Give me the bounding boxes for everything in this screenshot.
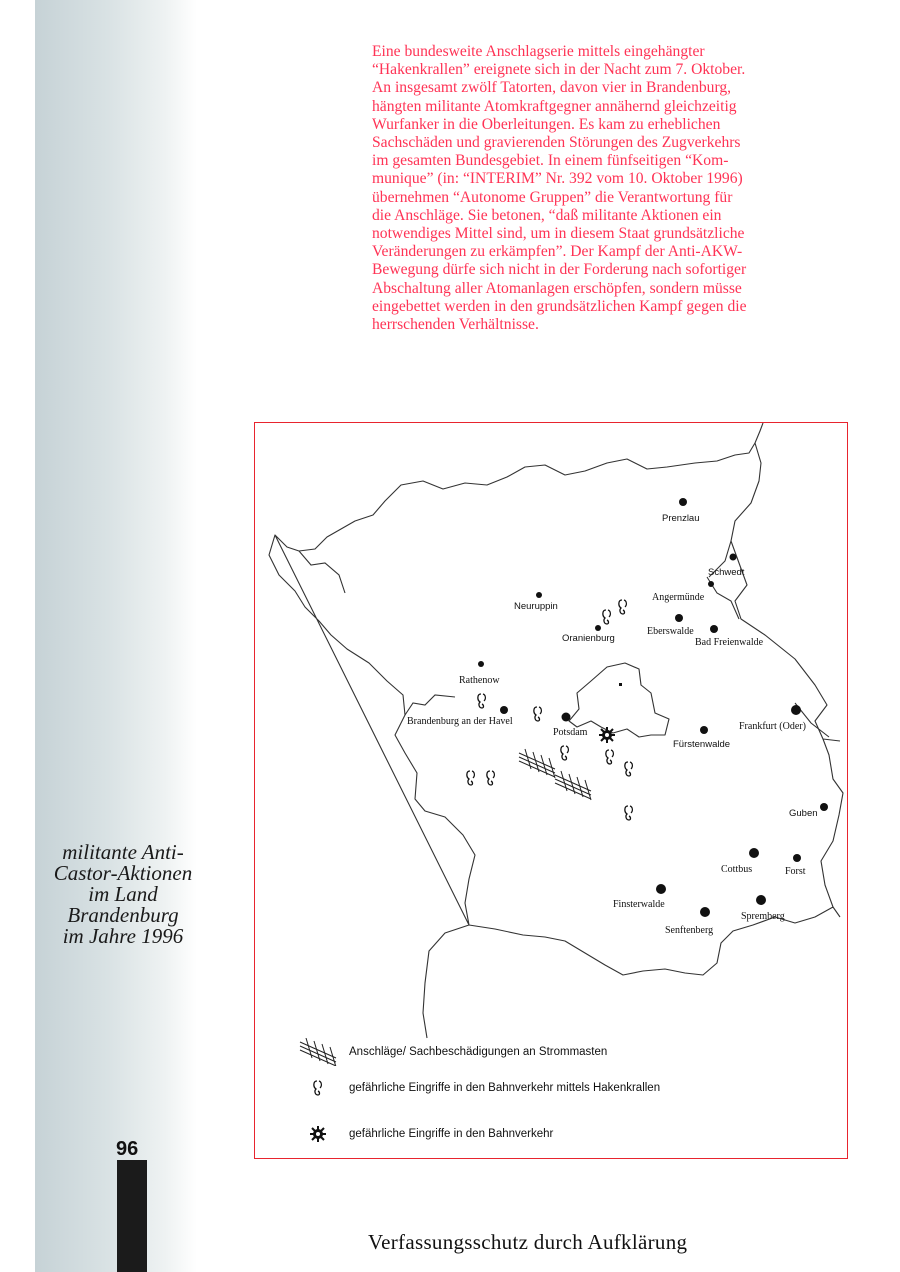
city-dot-schwedt xyxy=(730,554,737,561)
margin-note-line: militante Anti- xyxy=(62,840,184,864)
legend-label: gefährliche Eingriffe in den Bahnverkehr xyxy=(349,1128,554,1140)
hook-claw-icon xyxy=(606,750,614,764)
city-label-cottbus: Cottbus xyxy=(721,864,753,875)
city-label-prenzlau: Prenzlau xyxy=(662,513,700,524)
page-footer: Verfassungsschutz durch Aufklärung xyxy=(368,1230,688,1254)
city-label-frankfurt: Frankfurt (Oder) xyxy=(739,721,806,732)
hook-claw-icon xyxy=(625,762,633,776)
legend-label: gefährliche Eingriffe in den Bahnverkehr mittels Hakenkrallen xyxy=(349,1082,661,1094)
hook-claw-icon xyxy=(561,746,569,760)
city-dot-brandenburg xyxy=(500,706,508,714)
city-dot-fuerstenwalde xyxy=(700,726,708,734)
paragraph-line: die Anschläge. Sie betonen, “daß militante Aktionen ein xyxy=(372,206,722,224)
city-label-bad-freienwalde: Bad Freienwalde xyxy=(695,637,764,648)
hook-claw-icon xyxy=(619,600,627,614)
hook-claw-icon xyxy=(478,694,486,708)
city-label-spremberg: Spremberg xyxy=(741,911,785,922)
hook-claw-icon xyxy=(625,806,633,820)
city-label-guben: Guben xyxy=(789,808,818,819)
margin-note-line: Brandenburg xyxy=(67,903,179,927)
hook-claw-icon xyxy=(467,771,475,785)
city-dot-cottbus xyxy=(749,848,759,858)
city-label-potsdam: Potsdam xyxy=(553,727,588,738)
paragraph-line: An insgesamt zwölf Tatorten, davon vier in Brandenburg, xyxy=(372,79,732,97)
power-mast-damage-icon xyxy=(555,771,591,800)
paragraph-line: notwendiges Mittel sind, um in diesem Staat grundsätzliche xyxy=(372,225,745,243)
power-mast-damage-icon xyxy=(295,1037,341,1067)
body-paragraph xyxy=(372,43,847,334)
margin-note-line: im Jahre 1996 xyxy=(62,924,184,948)
power-mast-damage-icon xyxy=(519,749,555,778)
city-label-oranienburg: Oranienburg xyxy=(562,633,615,644)
hook-claw-icon xyxy=(295,1073,341,1103)
paragraph-line: Eine bundesweite Anschlagserie mittels eingehängter xyxy=(372,43,705,60)
paragraph-line: übernehmen “Autonome Gruppen” die Verantwortung für xyxy=(372,188,733,206)
paragraph-line: Abschaltung aller Atomanlagen erschöpfen, sondern müsse xyxy=(372,279,742,297)
city-label-angermuende: Angermünde xyxy=(652,592,705,603)
city-dot-eberswalde xyxy=(675,614,683,622)
margin-note-line: im Land xyxy=(88,882,158,906)
city-label-brandenburg: Brandenburg an der Havel xyxy=(407,716,513,727)
city-label-schwedt: Schwedt xyxy=(708,567,745,578)
paragraph-line: eingebettet werden in den grundsätzlichen Kampf gegen die xyxy=(372,297,747,315)
city-dot-angermuende xyxy=(708,581,714,587)
west-border-detail xyxy=(299,551,455,715)
city-dot-forst xyxy=(793,854,801,862)
city-labels xyxy=(407,513,818,936)
legend-label: Anschläge/ Sachbeschädigungen an Strommasten xyxy=(349,1046,608,1058)
city-label-eberswalde: Eberswalde xyxy=(647,626,694,637)
legend-item-power-mast xyxy=(295,1037,607,1067)
city-dot-spremberg xyxy=(756,895,766,905)
power-mast-markers xyxy=(519,749,591,800)
railway-sabotage-icon xyxy=(295,1119,341,1149)
city-label-senftenberg: Senftenberg xyxy=(665,925,714,936)
paragraph-line: hängten militante Atomkraftgegner annähernd gleichzeitig xyxy=(372,97,737,115)
city-label-neuruppin: Neuruppin xyxy=(514,601,558,612)
city-dot-potsdam xyxy=(562,713,571,722)
berlin-outline xyxy=(569,663,669,737)
paragraph-line: Bewegung dürfe sich nicht in der Forderung nach sofortiger xyxy=(372,261,747,279)
city-dot-neuruppin xyxy=(536,592,542,598)
city-dot-senftenberg xyxy=(700,907,710,917)
city-label-fuerstenwalde: Fürstenwalde xyxy=(673,739,731,750)
city-dot-guben xyxy=(820,803,828,811)
city-dot-frankfurt xyxy=(791,705,801,715)
legend-item-railway-sabotage xyxy=(295,1119,553,1149)
sidebar-band xyxy=(35,0,197,1272)
paragraph-line: Wurfanker in die Oberleitungen. Es kam zu erheblichen xyxy=(372,115,721,133)
map-figure xyxy=(254,422,848,1159)
railway-sabotage-icon xyxy=(599,727,615,743)
berlin-center-marker xyxy=(619,683,622,686)
page-marker-bar xyxy=(117,1160,147,1272)
page-number: 96 xyxy=(116,1138,139,1160)
city-dot-oranienburg xyxy=(595,625,601,631)
paragraph-line: “Hakenkrallen” ereignete sich in der Nacht zum 7. Oktober. xyxy=(372,61,746,79)
margin-note-line: Castor-Aktionen xyxy=(53,861,193,885)
hook-claw-icon xyxy=(534,707,542,721)
city-label-finsterwalde: Finsterwalde xyxy=(613,899,665,910)
hook-claw-icon xyxy=(603,610,611,624)
legend-item-hook-claw xyxy=(295,1073,660,1103)
city-dot-rathenow xyxy=(478,661,484,667)
paragraph-line: herrschenden Verhältnisse. xyxy=(372,316,539,334)
paragraph-line: Veränderungen zu erkämpfen”. Der Kampf der Anti-AKW- xyxy=(372,243,743,261)
city-dot-prenzlau xyxy=(679,498,687,506)
city-dot-finsterwalde xyxy=(656,884,666,894)
paragraph-line: Sachschäden und gravierenden Störungen des Zugverkehrs xyxy=(372,134,741,152)
city-dot-bad-freienwalde xyxy=(710,625,718,633)
paragraph-line: munique” (in: “INTERIM” Nr. 392 vom 10. Oktober 1996) xyxy=(372,170,743,188)
hook-claw-icon xyxy=(487,771,495,785)
city-label-forst: Forst xyxy=(785,866,806,877)
city-markers xyxy=(478,498,828,917)
paragraph-line: im gesamten Bundesgebiet. In einem fünfseitigen “Kom- xyxy=(372,152,729,170)
city-label-rathenow: Rathenow xyxy=(459,675,500,686)
margin-note xyxy=(38,842,208,947)
